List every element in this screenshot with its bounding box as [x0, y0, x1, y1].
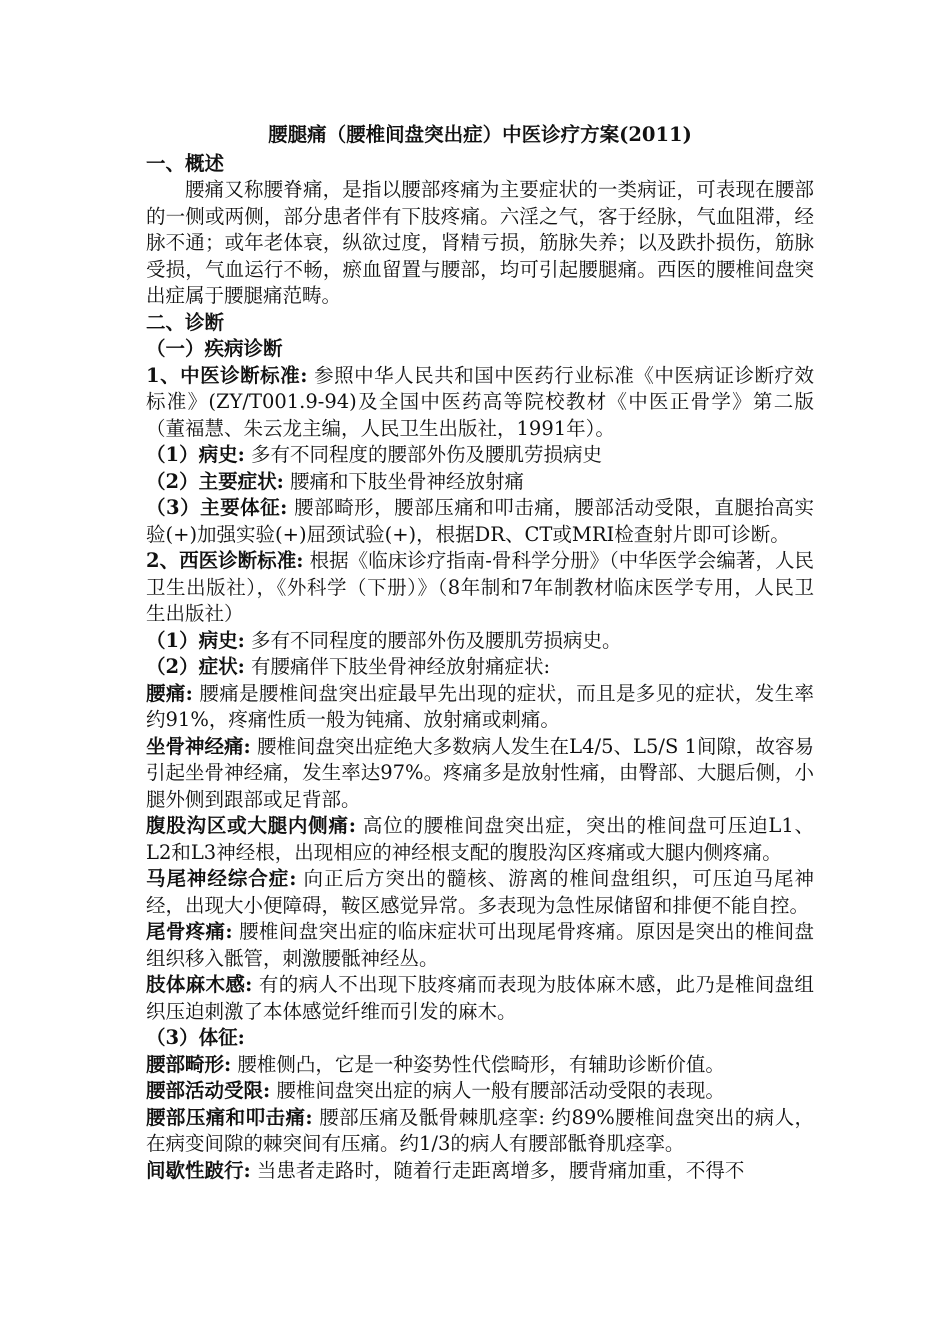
section-overview-heading: 一、概述 — [146, 151, 225, 175]
symptom-item — [146, 919, 814, 972]
symptom-item-text: 高位的腰椎间盘突出症，突出的椎间盘可压迫L1、L2和L3神经根，出现相应的神经根支配的腹股沟区疼痛或大腿内侧疼痛。 — [146, 814, 814, 864]
wm-symptom-paragraph — [146, 654, 814, 681]
wm-criteria-label: 2、西医诊断标准: — [146, 549, 304, 572]
tcm-sign-paragraph — [146, 495, 814, 548]
tcm-criteria-text: 参照中华人民共和国中医药行业标准《中医病证诊断疗效标准》(ZY/T001.9-94)及全国中医药高等院校教材《中医正骨学》第二版（董福慧、朱云龙主编，人民卫生出版社，1991年）。 — [146, 363, 814, 440]
tcm-criteria-paragraph — [146, 363, 814, 443]
wm-history-label: （1）病史: — [146, 628, 245, 652]
symptom-item-label: 坐骨神经痛: — [146, 734, 251, 758]
symptom-item — [146, 681, 814, 734]
document-title: 腰腿痛（腰椎间盘突出症）中医诊疗方案(2011) — [268, 123, 692, 146]
sign-item-text: 腰椎间盘突出症的病人一般有腰部活动受限的表现。 — [270, 1079, 725, 1102]
symptom-item-label: 腹股沟区或大腿内侧痛: — [146, 814, 356, 837]
symptom-item-label: 尾骨疼痛: — [146, 920, 233, 943]
sign-item-label: 腰部压痛和叩击痛: — [146, 1105, 313, 1129]
symptom-item-text: 腰痛是腰椎间盘突出症最早先出现的症状，而且是多见的症状，发生率约91%，疼痛性质一般为钝痛、放射痛或刺痛。 — [146, 681, 814, 731]
tcm-symptom-paragraph — [146, 469, 814, 496]
tcm-symptom-text: 腰痛和下肢坐骨神经放射痛 — [283, 469, 524, 493]
symptom-item-text: 向正后方突出的髓核、游离的椎间盘组织，可压迫马尾神经，出现大小便障碍，鞍区感觉异常。多表现为急性尿储留和排便不能自控。 — [146, 867, 815, 917]
wm-history-text: 多有不同程度的腰部外伤及腰肌劳损病史。 — [244, 628, 622, 652]
symptom-item — [146, 734, 814, 814]
tcm-sign-label: （3）主要体征: — [146, 496, 288, 519]
symptom-item-text: 有的病人不出现下肢疼痛而表现为肢体麻木感，此乃是椎间盘组织压迫刺激了本体感觉纤维而引发的麻木。 — [146, 973, 815, 1023]
sign-item-label: 腰部活动受限: — [146, 1079, 271, 1102]
sign-item — [146, 1158, 814, 1185]
symptom-item — [146, 866, 814, 919]
overview-paragraph: 腰痛又称腰脊痛，是指以腰部疼痛为主要症状的一类病证，可表现在腰部的一侧或两侧，部分患者伴有下肢疼痛。六淫之气，客于经脉，气血阻滞，经脉不通；或年老体衰，纵欲过度，肾精亏损，筋脉失养；以及跌扑损伤，筋脉受损，气血运行不畅，瘀血留置与腰部，均可引起腰腿痛。西医的腰椎间盘突出症属于腰腿痛范畴。 — [146, 178, 814, 307]
tcm-symptom-label: （2）主要症状: — [146, 469, 284, 493]
symptom-item — [146, 972, 814, 1025]
disease-diagnosis-heading: （一）疾病诊断 — [146, 337, 283, 360]
sign-item-label: 间歇性跛行: — [146, 1158, 251, 1182]
wm-criteria-paragraph — [146, 548, 814, 628]
symptom-item-text: 腰椎间盘突出症的临床症状可出现尾骨疼痛。原因是突出的椎间盘组织移入骶管，刺激腰骶神经丛。 — [146, 920, 814, 970]
symptom-item-label: 腰痛: — [146, 681, 193, 705]
tcm-sign-text: 腰部畸形，腰部压痛和叩击痛，腰部活动受限，直腿抬高实验(+)加强实验(+)屈颈试验(+)，根据DR、CT或MRI检查射片即可诊断。 — [146, 496, 814, 546]
wm-history-paragraph — [146, 628, 814, 655]
symptom-item — [146, 813, 814, 866]
symptom-item-label: 马尾神经综合症: — [146, 867, 297, 890]
sign-item-text: 腰椎侧凸，它是一种姿势性代偿畸形，有辅助诊断价值。 — [231, 1052, 725, 1076]
tcm-history-paragraph — [146, 442, 814, 469]
wm-symptom-label: （2）症状: — [146, 655, 245, 678]
wm-symptom-text: 有腰痛伴下肢坐骨神经放射痛症状: — [244, 655, 551, 678]
symptom-item-label: 肢体麻木感: — [146, 973, 253, 996]
section-diagnosis-heading: 二、诊断 — [146, 310, 225, 334]
sign-item-label: 腰部畸形: — [146, 1052, 232, 1076]
wm-criteria-text: 根据《临床诊疗指南-骨科学分册》（中华医学会编著，人民卫生出版社），《外科学（下册）》（8年制和7年制教材临床医学专用，人民卫生出版社） — [146, 549, 814, 625]
sign-item — [146, 1052, 814, 1079]
tcm-criteria-label: 1、中医诊断标准: — [146, 363, 308, 387]
document-page — [146, 122, 814, 1184]
sign-item-text: 腰部压痛及骶骨棘肌痉挛: 约89%腰椎间盘突出的病人，在病变间隙的棘突间有压痛。约1/3的病人有腰部骶脊肌痉挛。 — [146, 1105, 815, 1155]
tcm-history-text: 多有不同程度的腰部外伤及腰肌劳损病史 — [244, 443, 602, 466]
sign-item — [146, 1105, 814, 1158]
signs-heading: （3）体征: — [146, 1026, 245, 1049]
symptom-item-text: 腰椎间盘突出症绝大多数病人发生在L4/5、L5/S 1间隙，故容易引起坐骨神经痛，发生率达97%。疼痛多是放射性痛，由臀部、大腿后侧，小腿外侧到跟部或足背部。 — [146, 734, 815, 811]
tcm-history-label: （1）病史: — [146, 443, 245, 466]
sign-item — [146, 1078, 814, 1105]
sign-item-text: 当患者走路时，随着行走距离增多，腰背痛加重，不得不 — [250, 1158, 745, 1182]
